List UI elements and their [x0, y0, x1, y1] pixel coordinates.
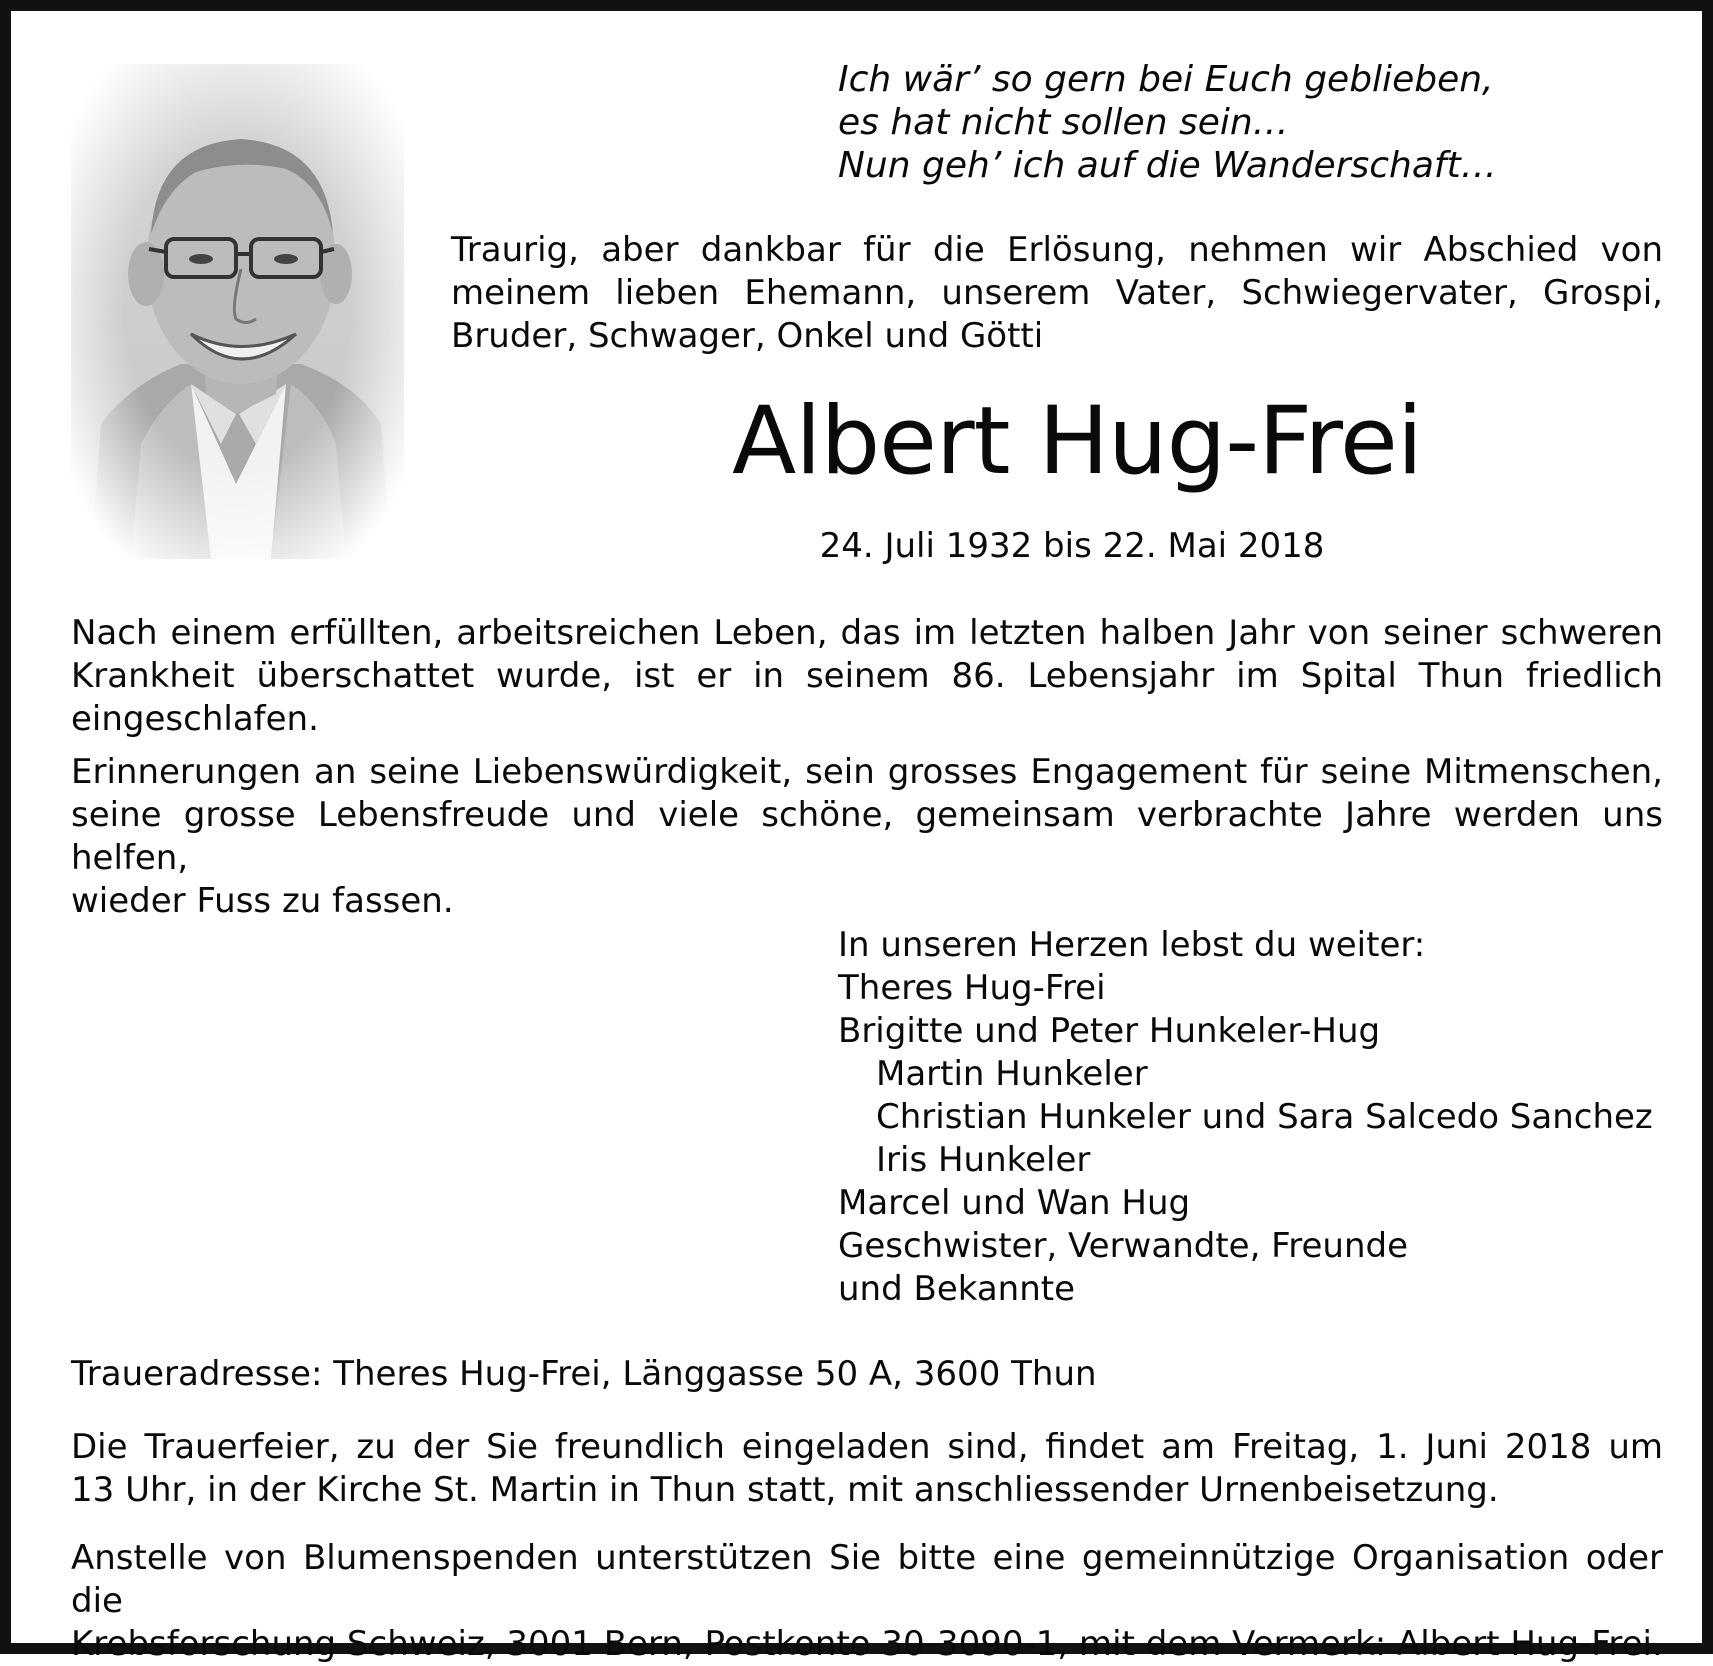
poem-line: Ich wär’ so gern bei Euch geblieben,: [838, 59, 1494, 100]
portrait-photo: [71, 64, 404, 559]
paragraph-line: Anstelle von Blumenspenden unterstützen Sie bitte eine gemeinnützige Organisation oder die: [71, 1538, 1663, 1621]
paragraph-line: seine grosse Lebensfreude und viele schöne, gemeinsam verbrachte Jahre werden uns helfen,: [71, 795, 1663, 878]
paragraph-line: Die Trauerfeier, zu der Sie freundlich eingeladen sind, findet am Freitag, 1. Juni 2018 um: [71, 1427, 1663, 1467]
paragraph-line: eingeschlafen.: [71, 699, 319, 739]
mourners-list: [838, 924, 1668, 1311]
paragraph-memories: [71, 751, 1663, 923]
paragraph-line: Nach einem erfüllten, arbeitsreichen Leben, das im letzten halben Jahr von seiner schweren: [71, 613, 1663, 653]
intro-line: Bruder, Schwager, Onkel und Götti: [451, 316, 1044, 356]
intro-paragraph: [451, 229, 1663, 358]
poem: [838, 58, 1658, 187]
poem-line: es hat nicht sollen sein…: [838, 102, 1289, 143]
mourner-name: Iris Hunkeler: [876, 1140, 1091, 1180]
mourner-name: und Bekannte: [838, 1269, 1076, 1309]
mourner-name: Geschwister, Verwandte, Freunde: [838, 1226, 1409, 1266]
paragraph-line: Krankheit überschattet wurde, ist er in seinem 86. Lebensjahr im Spital Thun friedlich: [71, 656, 1663, 696]
mourner-name: Martin Hunkeler: [876, 1054, 1148, 1094]
life-dates: 24. Juli 1932 bis 22. Mai 2018: [819, 526, 1325, 566]
intro-line: Traurig, aber dankbar für die Erlösung, nehmen wir Abschied von: [451, 230, 1663, 270]
paragraph-line: Erinnerungen an seine Liebenswürdigkeit, sein grosses Engagement für seine Mitmenschen,: [71, 752, 1663, 792]
paragraph-line: 13 Uhr, in der Kirche St. Martin in Thun statt, mit anschliessender Urnenbeisetzung.: [71, 1470, 1499, 1510]
mourner-name: Theres Hug-Frei: [838, 968, 1106, 1008]
mourners-heading: In unseren Herzen lebst du weiter:: [838, 925, 1426, 965]
deceased-name: Albert Hug-Frei: [732, 387, 1422, 496]
ceremony-paragraph: [71, 1426, 1663, 1512]
mourning-address: Traueradresse: Theres Hug-Frei, Länggasse 50 A, 3600 Thun: [71, 1354, 1097, 1394]
paragraph-line: wieder Fuss zu fassen.: [71, 881, 454, 921]
mourner-name: Marcel und Wan Hug: [838, 1183, 1191, 1223]
portrait-photo-image: [71, 64, 404, 559]
paragraph-line: Krebsforschung Schweiz, 3001 Bern, Postkonto 30-3090-1, mit dem Vermerk: Albert Hug-Frei.: [71, 1624, 1663, 1664]
poem-line: Nun geh’ ich auf die Wanderschaft…: [838, 145, 1497, 186]
mourner-name: Christian Hunkeler und Sara Salcedo Sanchez: [876, 1097, 1653, 1137]
intro-line: meinem lieben Ehemann, unserem Vater, Schwiegervater, Grospi,: [451, 273, 1663, 313]
mourner-name: Brigitte und Peter Hunkeler-Hug: [838, 1011, 1381, 1051]
donations-paragraph: [71, 1537, 1663, 1666]
paragraph-life: [71, 612, 1663, 741]
